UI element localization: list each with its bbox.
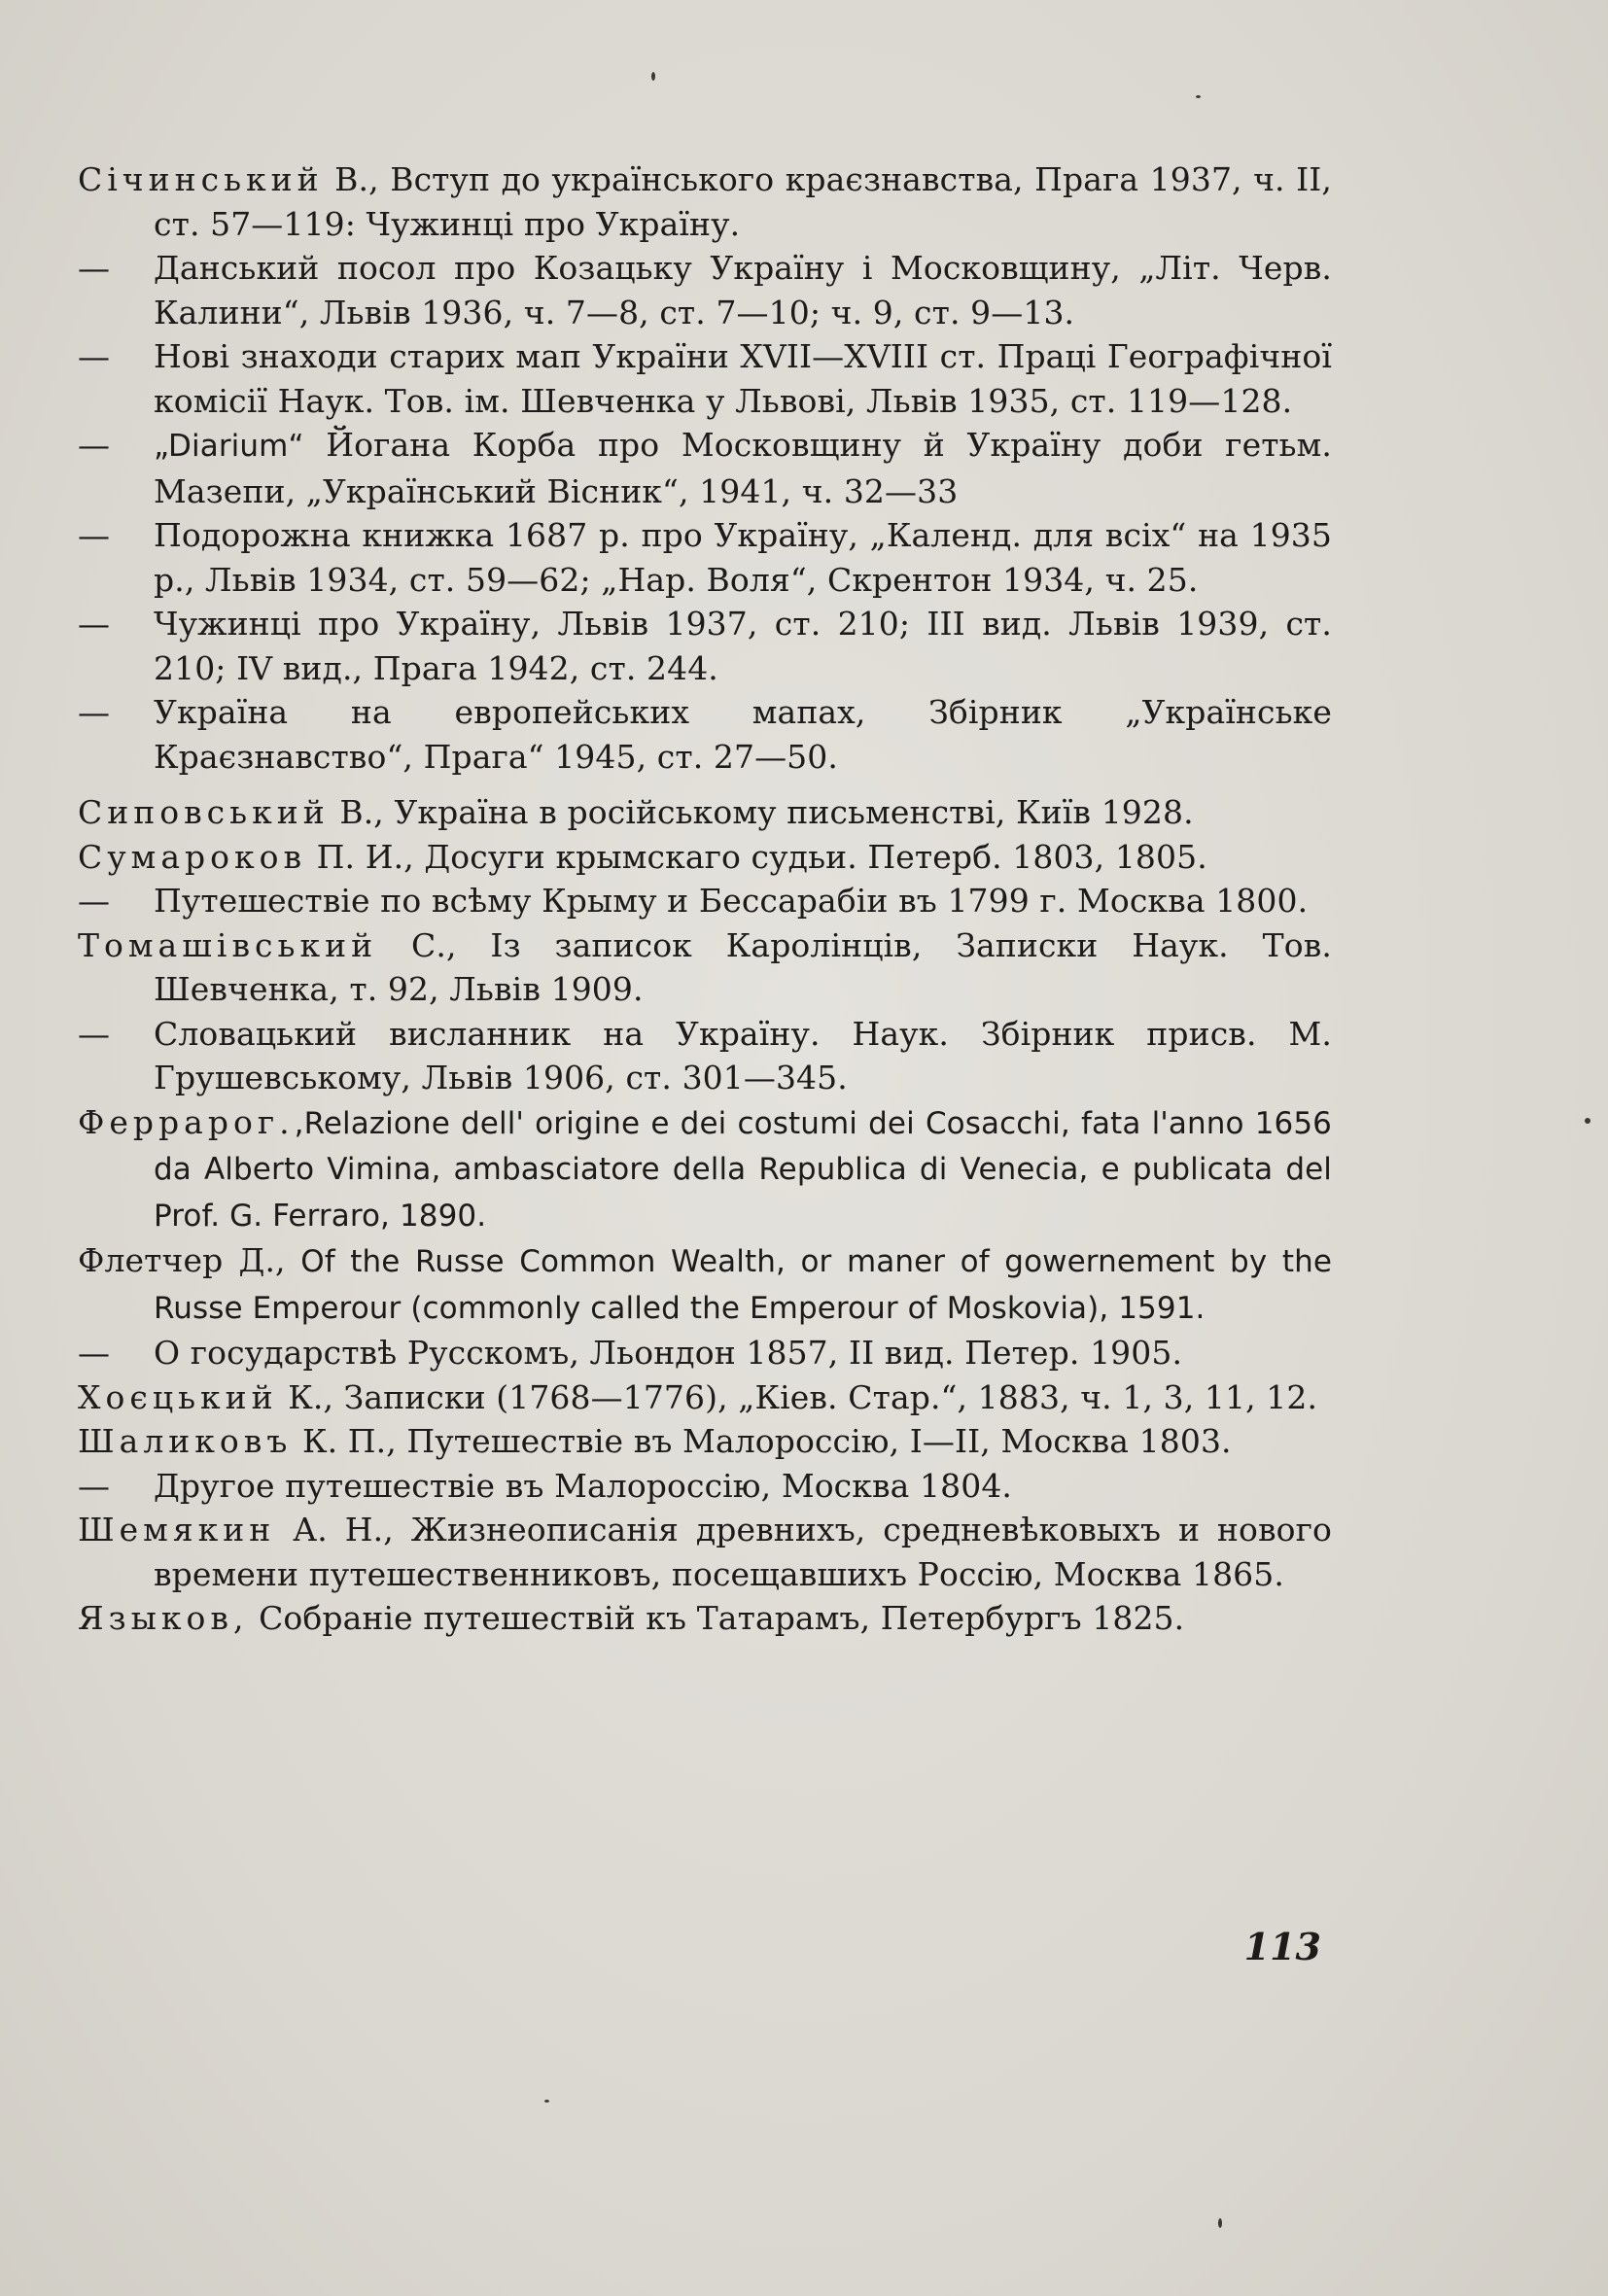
print-speck <box>651 72 655 81</box>
print-speck <box>544 2100 549 2103</box>
entry-author: Языков, <box>78 1599 249 1637</box>
entry-text: Собраніе путешествій къ Татарамъ, Петербургъ 1825. <box>248 1599 1185 1637</box>
entry-text: Данський посол про Козацьку Україну і Московщину, „Літ. Черв. Калини“, Львів 1936, ч. 7—8, ст. 7—10; ч. 9, ст. 9—13. <box>154 249 1332 331</box>
bibliography-entry <box>78 1508 1332 1596</box>
dash-mark: — <box>78 693 111 731</box>
dash-mark: — <box>78 516 111 554</box>
bibliography-sub-entry <box>78 513 1332 602</box>
entry-author: Січинський <box>78 160 324 198</box>
entry-text: В., Україна в російському письменстві, Київ 1928. <box>329 793 1194 831</box>
dash-mark: — <box>78 882 111 920</box>
entry-author: Шаликовъ <box>78 1422 293 1460</box>
print-speck <box>1196 95 1201 98</box>
bibliography-sub-entry <box>78 246 1332 334</box>
dash-mark: — <box>78 1014 111 1053</box>
bibliography-sub-entry <box>78 1464 1332 1509</box>
entry-text: А. Н., Жизнеописанія древнихъ, средневѣковыхъ и нового времени путешественниковъ, посещавшихъ Россію, Москва 1865. <box>154 1511 1332 1593</box>
entry-author: Флетчер Д., <box>78 1241 286 1279</box>
entry-text: Другое путешествіе въ Малороссію, Москва 1804. <box>154 1466 1012 1505</box>
entry-text: К. П., Путешествіе въ Малороссію, I—II, Москва 1803. <box>292 1422 1232 1460</box>
bibliography-entry <box>78 835 1332 880</box>
bibliography-entry <box>78 1596 1332 1641</box>
entry-text: К., Записки (1768—1776), „Кіев. Стар.“, 1883, ч. 1, 3, 11, 12. <box>277 1377 1318 1416</box>
bibliography-sub-entry <box>78 879 1332 923</box>
entry-latin-text: ,Relazione dell' origine e dei costumi dei Cosacchi, fata l'anno 1656 da Alberto Vimina, ambasciatore della Republica di Venecia, e publicata del Prof. G. Ferraro, 1890. <box>154 1105 1332 1234</box>
dash-mark: — <box>78 337 111 375</box>
bibliography-sub-entry <box>78 334 1332 423</box>
dash-mark: — <box>78 1466 111 1505</box>
bibliography-list <box>78 157 1332 1641</box>
entry-text: П. И., Досуги крымскаго судьи. Петерб. 1803, 1805. <box>306 837 1207 876</box>
dash-mark: — <box>78 1334 111 1372</box>
entry-text: Йогана Корба про Московщину й Україну доби гетьм. Мазепи, „Український Вісник“, 1941, ч. 32—33 <box>154 426 1332 510</box>
dash-mark: — <box>78 426 111 464</box>
entry-text: Нові знаходи старих мап України XVII—XVIII ст. Праці Географічної комісії Наук. Тов. ім. Шевченка у Львові, Львів 1935, ст. 119—128. <box>154 337 1332 420</box>
bibliography-entry <box>78 1238 1332 1331</box>
entry-author: Феррарог. <box>78 1102 295 1141</box>
bibliography-entry <box>78 1419 1332 1464</box>
entry-text: С., Із записок Каролінців, Записки Наук. Тов. Шевченка, т. 92, Львів 1909. <box>154 925 1332 1008</box>
entry-text: В., Вступ до українського краєзнавства, Прага 1937, ч. II, ст. 57—119: Чужинці про Україну. <box>154 160 1332 243</box>
entry-author: Сиповський <box>78 793 330 831</box>
print-speck <box>1218 2218 1222 2228</box>
bibliography-sub-entry <box>78 690 1332 779</box>
bibliography-sub-entry <box>78 1012 1332 1100</box>
print-speck <box>1585 1118 1591 1124</box>
entry-author: Томашівський <box>78 925 378 964</box>
bibliography-sub-entry <box>78 1331 1332 1375</box>
entry-text: Словацький висланник на Україну. Наук. Збірник присв. М. Грушевському, Львів 1906, ст. 301—345. <box>154 1014 1332 1096</box>
entry-author: Хоєцький <box>78 1377 278 1416</box>
bibliography-sub-entry <box>78 423 1332 513</box>
bibliography-entry <box>78 157 1332 246</box>
entry-text: Путешествіе по всѣму Крыму и Бессарабіи въ 1799 г. Москва 1800. <box>154 882 1309 920</box>
dash-mark: — <box>78 605 111 643</box>
entry-author: Шемякин <box>78 1511 276 1548</box>
bibliography-entry <box>78 1375 1332 1420</box>
entry-text: Україна на европейських мапах, Збірник „Українське Краєзнавство“, Прага“ 1945, ст. 27—50. <box>154 693 1332 776</box>
entry-latin-text: „Diarium“ <box>154 429 304 464</box>
bibliography-sub-entry <box>78 602 1332 690</box>
dash-mark: — <box>78 249 111 287</box>
entry-text: Подорожна книжка 1687 р. про Україну, „Календ. для всіх“ на 1935 р., Львів 1934, ст. 59—62; „Нар. Воля“, Скрентон 1934, ч. 25. <box>154 516 1332 599</box>
entry-text: О государствѣ Русскомъ, Льондон 1857, II вид. Петер. 1905. <box>154 1334 1183 1372</box>
page-number: 113 <box>1243 1925 1321 1968</box>
bibliography-entry <box>78 1100 1332 1239</box>
entry-text: Чужинці про Україну, Львів 1937, ст. 210; III вид. Львів 1939, ст. 210; IV вид., Прага 1942, ст. 244. <box>154 605 1332 687</box>
entry-author: Сумароков <box>78 837 307 876</box>
bibliography-entry <box>78 923 1332 1012</box>
bibliography-entry <box>78 790 1332 835</box>
entry-latin-text: Of the Russe Common Wealth, or maner of gowernement by the Russe Emperour (commonly called the Emperour of Moskovia), 1591. <box>154 1244 1332 1326</box>
